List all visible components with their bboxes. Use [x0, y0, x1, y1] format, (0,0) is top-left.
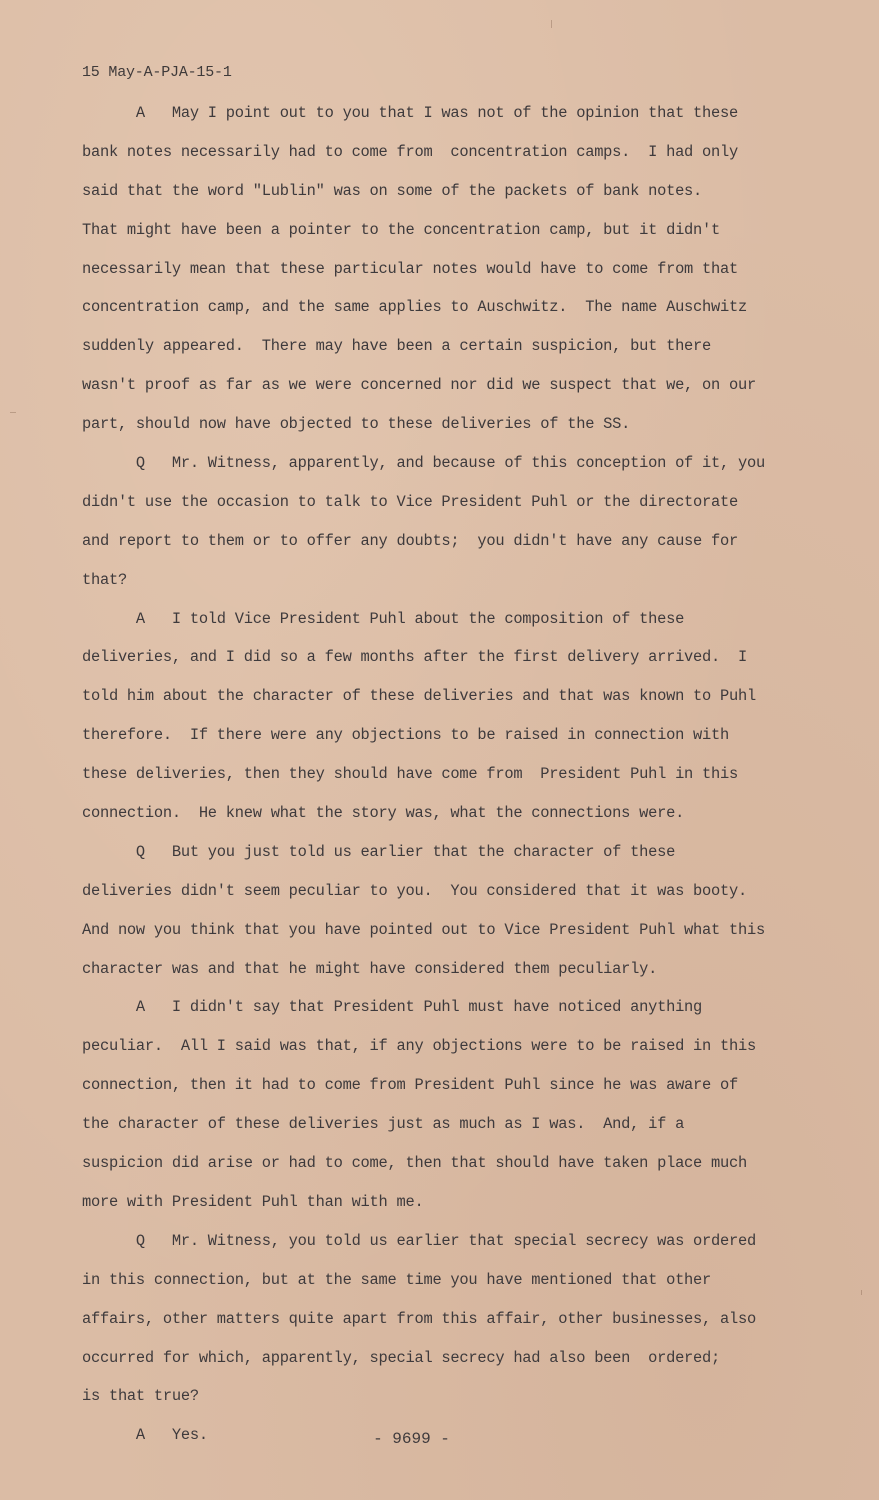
transcript-line: connection. He knew what the story was, what the connections were.: [82, 804, 685, 823]
transcript-line: And now you think that you have pointed out to Vice President Puhl what this: [82, 920, 765, 939]
transcript-line: therefore. If there were any objections to be raised in connection with: [82, 726, 729, 745]
transcript-line: character was and that he might have considered them peculiarly.: [82, 959, 658, 978]
transcript-line: part, should now have objected to these deliveries of the SS.: [82, 415, 631, 434]
transcript-line: affairs, other matters quite apart from this affair, other businesses, also: [82, 1309, 756, 1328]
transcript-line: Q But you just told us earlier that the character of these: [82, 842, 676, 861]
transcript-line: connection, then it had to come from President Puhl since he was aware of: [82, 1076, 738, 1095]
transcript-line: suspicion did arise or had to come, then that should have taken place much: [82, 1154, 747, 1173]
transcript-body: [82, 94, 822, 1455]
transcript-line: that?: [82, 570, 127, 589]
transcript-line: in this connection, but at the same time you have mentioned that other: [82, 1270, 712, 1289]
paper-speck: [861, 1290, 862, 1295]
transcript-line: deliveries didn't seem peculiar to you. You considered that it was booty.: [82, 881, 747, 900]
transcript-line: suddenly appeared. There may have been a certain suspicion, but there: [82, 337, 712, 356]
transcript-line: concentration camp, and the same applies to Auschwitz. The name Auschwitz: [82, 298, 747, 317]
transcript-line: deliveries, and I did so a few months after the first delivery arrived. I: [82, 648, 747, 667]
transcript-line: A I didn't say that President Puhl must have noticed anything: [82, 998, 703, 1017]
paper-speck: [551, 20, 552, 28]
transcript-line: is that true?: [82, 1387, 199, 1406]
paper-speck: [10, 412, 16, 413]
transcript-line: That might have been a pointer to the concentration camp, but it didn't: [82, 220, 720, 239]
document-header: 15 May-A-PJA-15-1: [82, 64, 232, 81]
transcript-line: and report to them or to offer any doubts; you didn't have any cause for: [82, 531, 738, 550]
transcript-line: peculiar. All I said was that, if any objections were to be raised in this: [82, 1037, 756, 1056]
transcript-line: didn't use the occasion to talk to Vice President Puhl or the directorate: [82, 492, 738, 511]
transcript-line: the character of these deliveries just as much as I was. And, if a: [82, 1115, 685, 1134]
transcript-line: bank notes necessarily had to come from concentration camps. I had only: [82, 142, 738, 161]
transcript-line: wasn't proof as far as we were concerned nor did we suspect that we, on our: [82, 376, 756, 395]
page-number-text: - 9699 -: [373, 1430, 450, 1448]
page-number: [0, 1430, 879, 1448]
transcript-line: told him about the character of these deliveries and that was known to Puhl: [82, 687, 756, 706]
transcript-line: A I told Vice President Puhl about the composition of these: [82, 609, 685, 628]
transcript-line: more with President Puhl than with me.: [82, 1192, 424, 1211]
transcript-line: Q Mr. Witness, apparently, and because of this conception of it, you: [82, 454, 765, 473]
transcript-line: said that the word "Lublin" was on some of the packets of bank notes.: [82, 181, 703, 200]
transcript-line: A May I point out to you that I was not of the opinion that these: [82, 104, 738, 122]
transcript-line: occurred for which, apparently, special secrecy had also been ordered;: [82, 1348, 720, 1367]
transcript-line: A Yes.: [82, 1426, 208, 1445]
transcript-line: these deliveries, then they should have come from President Puhl in this: [82, 765, 738, 784]
transcript-line: necessarily mean that these particular notes would have to come from that: [82, 259, 738, 278]
transcript-line: Q Mr. Witness, you told us earlier that special secrecy was ordered: [82, 1231, 756, 1250]
